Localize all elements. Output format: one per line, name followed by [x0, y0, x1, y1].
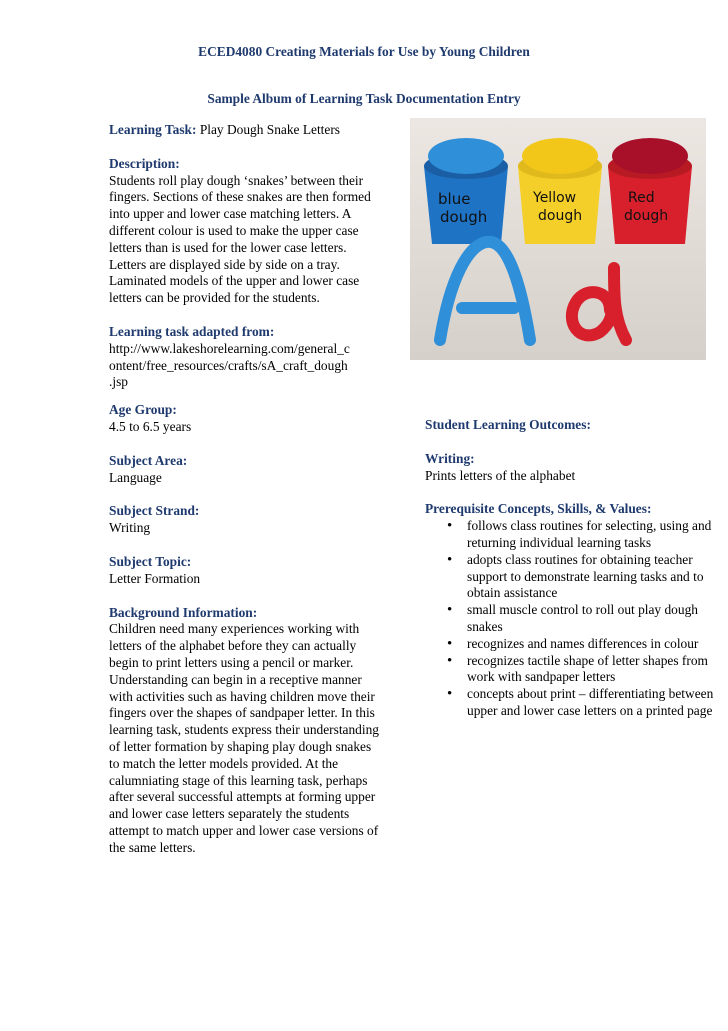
blue-cup: [424, 138, 508, 244]
document-subtitle: Sample Album of Learning Task Documentation Entry: [207, 91, 521, 106]
subject-area-label: Subject Area:: [109, 452, 188, 468]
play-dough-photo: [410, 118, 706, 360]
prerequisite-label: Prerequisite Concepts, Skills, & Values:: [425, 501, 652, 517]
prerequisite-list: [425, 518, 715, 720]
age-group-section: [109, 402, 384, 436]
red-cup: [608, 138, 692, 244]
subject-topic-value: Letter Formation: [109, 570, 201, 586]
background-label: Background Information:: [109, 604, 258, 620]
list-item: • recognizes tactile shape of letter shapes from work with sandpaper letters: [425, 653, 715, 687]
adapted-from-url-3[interactable]: .jsp: [109, 374, 128, 390]
learning-task-section: [109, 122, 384, 139]
blue-cup-label-2: dough: [440, 208, 488, 226]
list-item: • adopts class routines for obtaining teacher support to demonstrate learning tasks and to obtain assistance: [425, 552, 715, 602]
subject-area-value: Language: [109, 469, 162, 485]
subject-area-section: [109, 453, 384, 487]
adapted-from-url-2[interactable]: ontent/free_resources/crafts/sA_craft_dough: [109, 357, 348, 373]
list-item: • concepts about print – differentiating between upper and lower case letters on a printed page: [425, 686, 715, 720]
yellow-cup: [518, 138, 602, 244]
adapted-from-section: [109, 324, 384, 391]
learning-task-value: Play Dough Snake Letters: [199, 122, 341, 137]
background-text: Children need many experiences working with letters of the alphabet before they can actually begin to print letters using a pencil or marker. Understanding can begin in a receptive manner with activities such as having children move their fingers over the shapes of sandpaper letter. In this learning task, students express their understanding of letter formation by shaping play dough snakes to match the letter models provided. At the calumniating stage of this learning task, perhaps after several successful attempts at forming upper and lower case letters separately the students attempt to match upper and lower case versions of the same letters.: [109, 621, 379, 855]
course-title: ECED4080 Creating Materials for Use by Young Children: [198, 44, 530, 59]
list-item: • follows class routines for selecting, using and returning individual learning tasks: [425, 518, 715, 552]
background-section: [109, 605, 384, 857]
right-column: [425, 417, 715, 720]
writing-value: Prints letters of the alphabet: [425, 467, 576, 483]
age-group-value: 4.5 to 6.5 years: [109, 418, 192, 434]
subject-strand-value: Writing: [109, 520, 151, 536]
subject-strand-label: Subject Strand:: [109, 503, 200, 519]
writing-label: Writing:: [425, 450, 475, 466]
blue-cup-label-1: blue: [438, 190, 471, 208]
red-cup-label-1: Red: [628, 190, 655, 206]
subject-topic-label: Subject Topic:: [109, 553, 192, 569]
list-item: • recognizes and names differences in colour: [425, 636, 715, 653]
yellow-cup-label-1: Yellow: [533, 190, 577, 206]
adapted-from-url-1[interactable]: http://www.lakeshorelearning.com/general_c: [109, 340, 350, 356]
description-text: Students roll play dough ‘snakes’ between their fingers. Sections of these snakes are then formed into upper and lower case matching letters. A different colour is used to make the upper case letters than is used for the lower case letters. Letters are displayed side by side on a tray. Laminated models of the upper and lower case letters can be provided for the students.: [109, 172, 371, 306]
yellow-cup-label-2: dough: [538, 208, 583, 224]
outcomes-label: Student Learning Outcomes:: [425, 417, 591, 432]
description-label: Description:: [109, 155, 180, 171]
subject-topic-section: [109, 554, 384, 588]
learning-task-label: Learning Task:: [109, 122, 197, 137]
left-column: [109, 122, 384, 873]
red-cup-label-2: dough: [624, 208, 669, 224]
list-item: • small muscle control to roll out play dough snakes: [425, 602, 715, 636]
adapted-from-label: Learning task adapted from:: [109, 323, 275, 339]
subject-strand-section: [109, 503, 384, 537]
description-section: [109, 156, 384, 307]
age-group-label: Age Group:: [109, 402, 177, 418]
